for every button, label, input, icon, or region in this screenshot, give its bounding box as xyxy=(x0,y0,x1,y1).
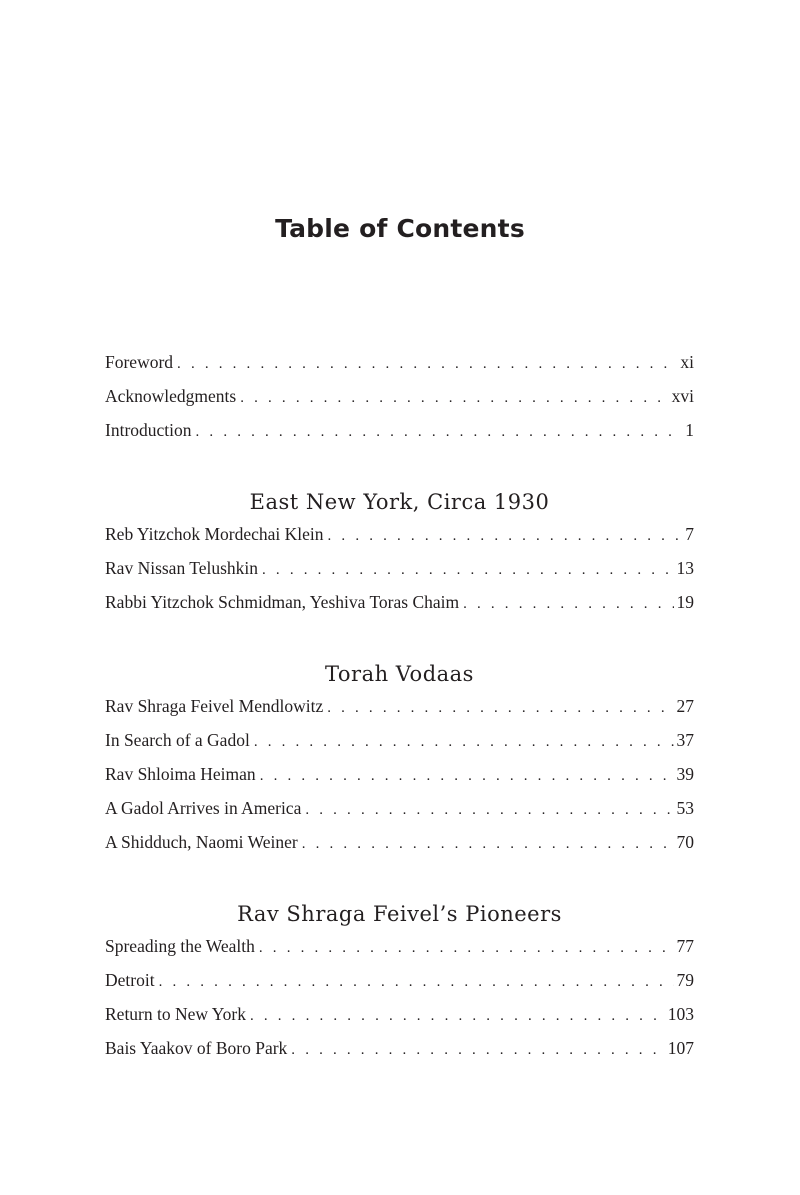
toc-entry-label: A Shidduch, Naomi Weiner xyxy=(105,832,298,852)
toc-entry-page: xvi xyxy=(671,386,694,406)
toc-entry-label: A Gadol Arrives in America xyxy=(105,798,302,818)
dot-leader xyxy=(196,424,683,441)
toc-entry-page: xi xyxy=(680,352,694,372)
dot-leader xyxy=(302,836,674,853)
toc-entry-label: In Search of a Gadol xyxy=(105,730,250,750)
dot-leader xyxy=(327,700,673,717)
toc-entry-label: Bais Yaakov of Boro Park xyxy=(105,1038,288,1058)
dot-leader xyxy=(240,390,668,407)
toc-entry-page: 19 xyxy=(676,592,694,612)
toc-entry-label: Acknowledgments xyxy=(105,386,237,406)
toc-entry-page: 7 xyxy=(685,524,694,544)
toc-entry[interactable] xyxy=(105,970,694,1004)
toc-entry[interactable] xyxy=(105,798,694,832)
toc-entry-label: Foreword xyxy=(105,352,174,372)
toc-entry-label: Rav Nissan Telushkin xyxy=(105,558,259,578)
toc-entry-page: 77 xyxy=(676,936,694,956)
dot-leader xyxy=(260,768,674,785)
toc-entry-page: 1 xyxy=(685,420,694,440)
toc-entry-page: 27 xyxy=(676,696,694,716)
toc-entry-page: 70 xyxy=(676,832,694,852)
dot-leader xyxy=(328,528,683,545)
page-title: Table of Contents xyxy=(275,214,525,243)
toc-entry-page: 13 xyxy=(676,558,694,578)
toc-entry-label: Reb Yitzchok Mordechai Klein xyxy=(105,524,324,544)
toc-entry[interactable] xyxy=(105,558,694,592)
toc-entry-page: 53 xyxy=(676,798,694,818)
toc-entry[interactable] xyxy=(105,592,694,626)
dot-leader xyxy=(159,974,674,991)
toc-entry[interactable] xyxy=(105,524,694,558)
toc-entry-label: Introduction xyxy=(105,420,192,440)
section-heading-east-new-york: East New York, Circa 1930 xyxy=(249,490,550,514)
toc-entry-label: Rav Shraga Feivel Mendlowitz xyxy=(105,696,324,716)
toc-entry[interactable] xyxy=(105,1004,694,1038)
toc-entry-label: Detroit xyxy=(105,970,155,990)
dot-leader xyxy=(291,1042,664,1059)
toc-entry-page: 103 xyxy=(667,1004,694,1024)
toc-entry-introduction[interactable] xyxy=(105,420,694,454)
dot-leader xyxy=(250,1008,665,1025)
toc-entry[interactable] xyxy=(105,1038,694,1072)
toc-entry-label: Rabbi Yitzchok Schmidman, Yeshiva Toras Chaim xyxy=(105,592,460,612)
toc-entry-label: Return to New York xyxy=(105,1004,246,1024)
toc-entry[interactable] xyxy=(105,696,694,730)
toc-entry[interactable] xyxy=(105,832,694,866)
toc-entry[interactable] xyxy=(105,936,694,970)
dot-leader xyxy=(177,356,677,373)
toc-entry-page: 39 xyxy=(676,764,694,784)
dot-leader xyxy=(262,562,673,579)
dot-leader xyxy=(463,596,673,613)
toc-entry-acknowledgments[interactable] xyxy=(105,386,694,420)
toc-entry-foreword[interactable] xyxy=(105,352,694,386)
toc-entry-page: 37 xyxy=(676,730,694,750)
toc-entry-label: Rav Shloima Heiman xyxy=(105,764,256,784)
dot-leader xyxy=(254,734,674,751)
toc-entry[interactable] xyxy=(105,730,694,764)
table-of-contents xyxy=(105,352,694,1072)
section-heading-pioneers: Rav Shraga Feivel’s Pioneers xyxy=(237,902,562,926)
toc-entry-page: 107 xyxy=(667,1038,694,1058)
toc-entry-label: Spreading the Wealth xyxy=(105,936,255,956)
dot-leader xyxy=(259,940,674,957)
toc-entry-page: 79 xyxy=(676,970,694,990)
toc-entry[interactable] xyxy=(105,764,694,798)
dot-leader xyxy=(305,802,673,819)
section-heading-torah-vodaas: Torah Vodaas xyxy=(325,662,474,686)
